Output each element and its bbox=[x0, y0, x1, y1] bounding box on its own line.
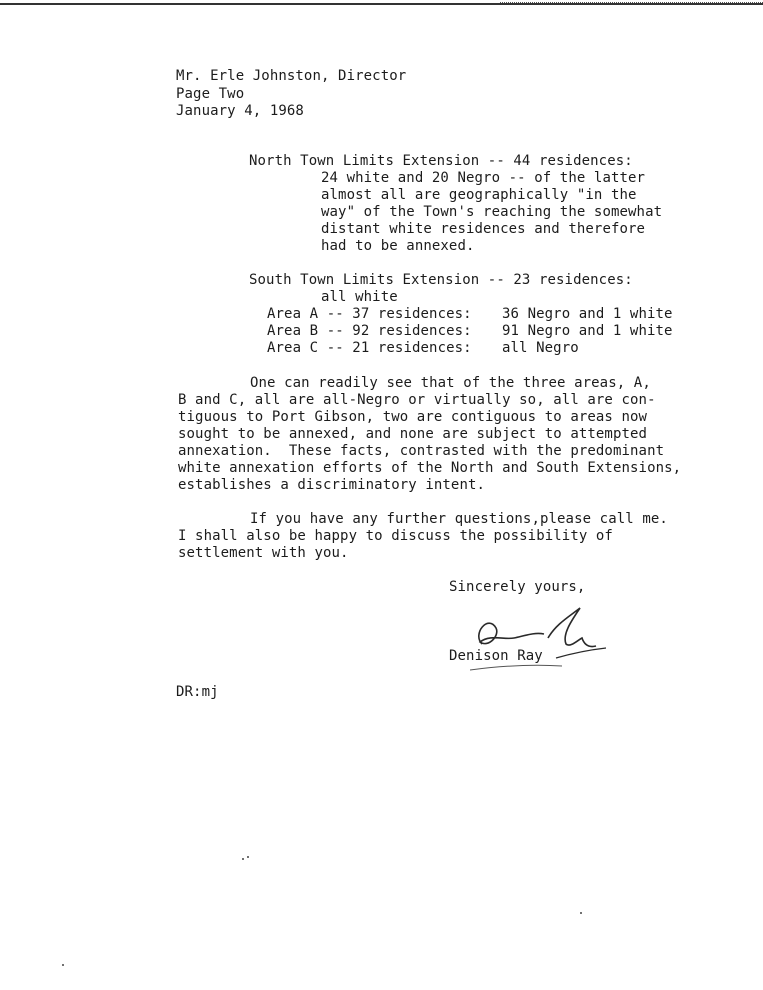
south-extension-title: South Town Limits Extension -- 23 residences: bbox=[249, 272, 633, 288]
paragraph-line: tiguous to Port Gibson, two are contiguous to areas now bbox=[178, 409, 648, 425]
north-extension-title: North Town Limits Extension -- 44 residences: bbox=[249, 153, 633, 169]
paragraph-line: One can readily see that of the three areas, A, bbox=[250, 375, 651, 391]
top-edge-dots bbox=[500, 0, 763, 3]
area-label: Area C -- 21 residences: bbox=[267, 340, 472, 356]
area-label: Area A -- 37 residences: bbox=[267, 306, 472, 322]
scan-speck bbox=[580, 912, 582, 914]
paragraph-line: sought to be annexed, and none are subject to attempted bbox=[178, 426, 648, 442]
area-label: Area B -- 92 residences: bbox=[267, 323, 472, 339]
north-extension-line: almost all are geographically "in the bbox=[321, 187, 637, 203]
north-extension-line: way" of the Town's reaching the somewhat bbox=[321, 204, 663, 220]
scan-speck bbox=[247, 856, 249, 858]
typist-initials: DR:mj bbox=[176, 684, 219, 700]
paragraph-line: I shall also be happy to discuss the possibility of bbox=[178, 528, 613, 544]
south-extension-sub: all white bbox=[321, 289, 398, 305]
paragraph-line: If you have any further questions,please call me. bbox=[250, 511, 668, 527]
paragraph-line: establishes a discriminatory intent. bbox=[178, 477, 486, 493]
scan-speck bbox=[242, 858, 244, 860]
north-extension-line: distant white residences and therefore bbox=[321, 221, 646, 237]
paragraph-line: white annexation efforts of the North and South Extensions, bbox=[178, 460, 682, 476]
scan-speck bbox=[62, 964, 64, 966]
paragraph-line: settlement with you. bbox=[178, 545, 349, 561]
area-detail: 91 Negro and 1 white bbox=[502, 323, 673, 339]
paragraph-line: annexation. These facts, contrasted with the predominant bbox=[178, 443, 665, 459]
page-number-line: Page Two bbox=[176, 86, 245, 102]
north-extension-line: 24 white and 20 Negro -- of the latter bbox=[321, 170, 646, 186]
closing-salutation: Sincerely yours, bbox=[449, 579, 586, 595]
north-extension-line: had to be annexed. bbox=[321, 238, 475, 254]
recipient-line: Mr. Erle Johnston, Director bbox=[176, 68, 407, 84]
area-detail: 36 Negro and 1 white bbox=[502, 306, 673, 322]
paragraph-line: B and C, all are all-Negro or virtually so, all are con- bbox=[178, 392, 656, 408]
date-line: January 4, 1968 bbox=[176, 103, 304, 119]
signer-name: Denison Ray bbox=[449, 648, 543, 664]
top-edge-rule bbox=[0, 3, 763, 5]
area-detail: all Negro bbox=[502, 340, 579, 356]
